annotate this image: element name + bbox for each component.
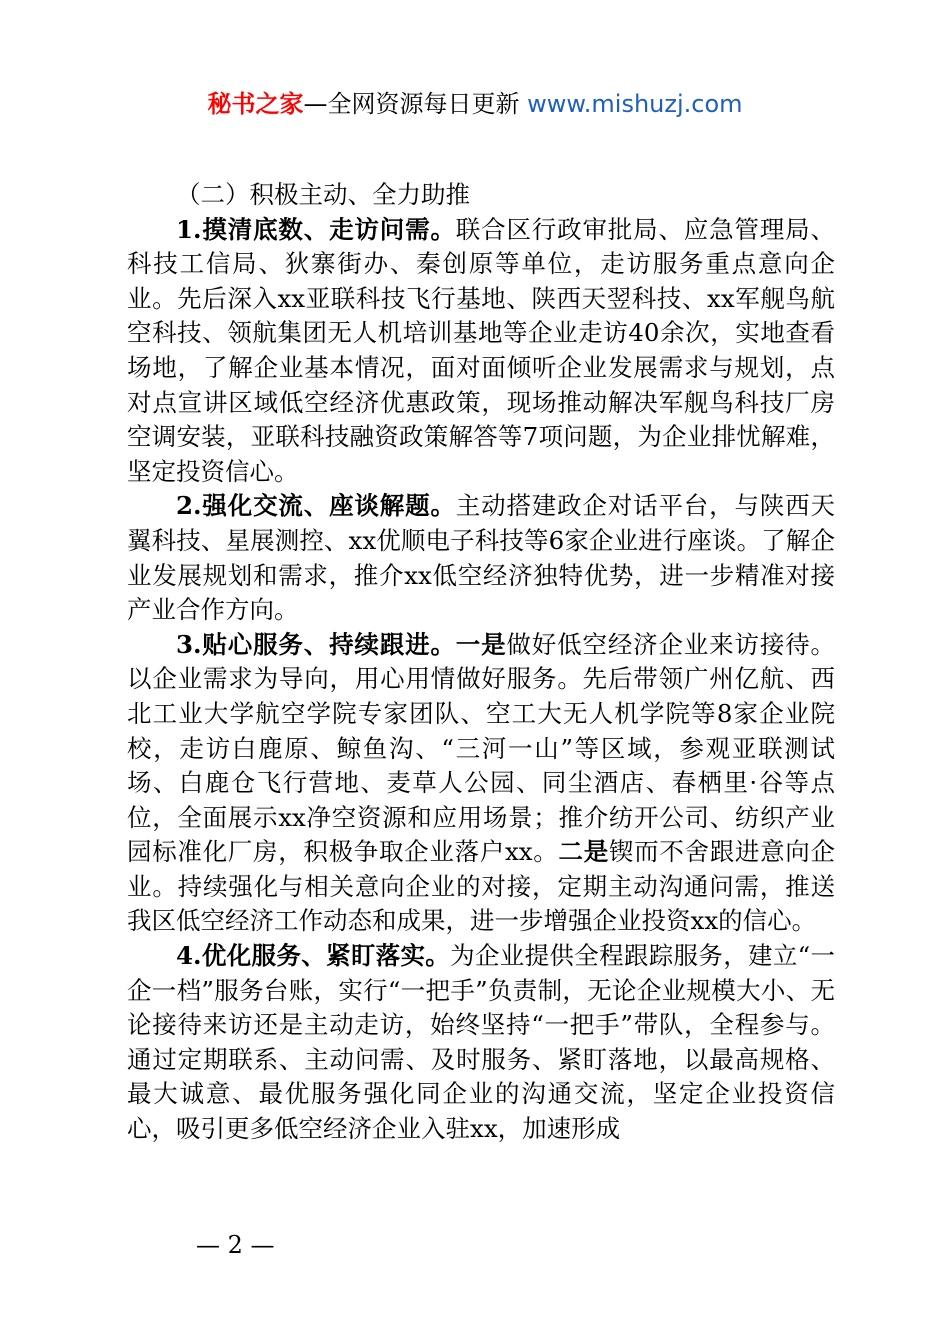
paragraph-title: 4.优化服务、紧盯落实。: [176, 941, 451, 971]
site-link[interactable]: www.mishuzj.com: [527, 90, 743, 118]
brand-name: 秘书之家: [207, 90, 304, 118]
paragraph-title: 3.贴心服务、持续跟进。: [176, 629, 456, 659]
header-tagline: —全网资源每日更新: [303, 90, 528, 118]
section-heading: （二）积极主动、全力助推: [176, 180, 470, 209]
paragraph-1: [127, 213, 835, 490]
paragraph-lead: 二是: [558, 837, 609, 867]
paragraph-title: 2.强化交流、座谈解题。: [176, 491, 456, 521]
page-header: [0, 86, 950, 122]
paragraph-text: 锲而不舍跟进意向企业。持续强化与相关意向企业的对接，定期主动沟通问需，推送我区低空经济工作动态和成果，进一步增强企业投资xx的信心。: [127, 837, 836, 936]
paragraph-lead: 一是: [455, 629, 507, 659]
paragraph-title: 1.摸清底数、走访问需。: [176, 214, 456, 244]
document-body: [127, 178, 835, 1147]
paragraph-4: [127, 939, 835, 1147]
paragraph-text: 主动搭建政企对话平台，与陕西天翼科技、星展测控、xx优顺电子科技等6家企业进行座谈。了解企业发展规划和需求，推介xx低空经济独特优势，进一步精准对接产业合作方向。: [127, 491, 835, 625]
paragraph-text: 为企业提供全程跟踪服务，建立“一企一档”服务台账，实行“一把手”负责制，无论企业规模大小、无论接待来访还是主动走访，始终坚持“一把手”带队，全程参与。通过定期联系、主动问需、及时服务、紧盯落地，以最高规格、最大诚意、最优服务强化同企业的沟通交流，坚定企业投资信心，吸引更多低空经济企业入驻xx，加速形成: [127, 941, 836, 1144]
paragraph-2: [127, 489, 835, 627]
page-number: — 2 —: [196, 1231, 275, 1259]
paragraph-text: 做好低空经济企业来访接待。以企业需求为导向，用心用情做好服务。先后带领广州亿航、西北工业大学航空学院专家团队、空工大无人机学院等8家企业院校，走访白鹿原、鲸鱼沟、“三河一山”等区域，参观亚联测试场、白鹿仓飞行营地、麦草人公园、同尘酒店、春栖里·谷等点位，全面展示xx净空资源和应用场景；推介纺开公司、纺织产业园标准化厂房，积极争取企业落户xx。: [127, 629, 836, 867]
paragraph-3: [127, 628, 835, 939]
paragraph-text: 联合区行政审批局、应急管理局、科技工信局、狄寨街办、秦创原等单位，走访服务重点意向企业。先后深入xx亚联科技飞行基地、陕西天翌科技、xx军舰鸟航空科技、领航集团无人机培训基地等企业走访40余次，实地查看场地，了解企业基本情况，面对面倾听企业发展需求与规划，点对点宣讲区域低空经济优惠政策，现场推动解决军舰鸟科技厂房空调安装，亚联科技融资政策解答等7项问题，为企业排忧解难，坚定投资信心。: [127, 214, 835, 486]
